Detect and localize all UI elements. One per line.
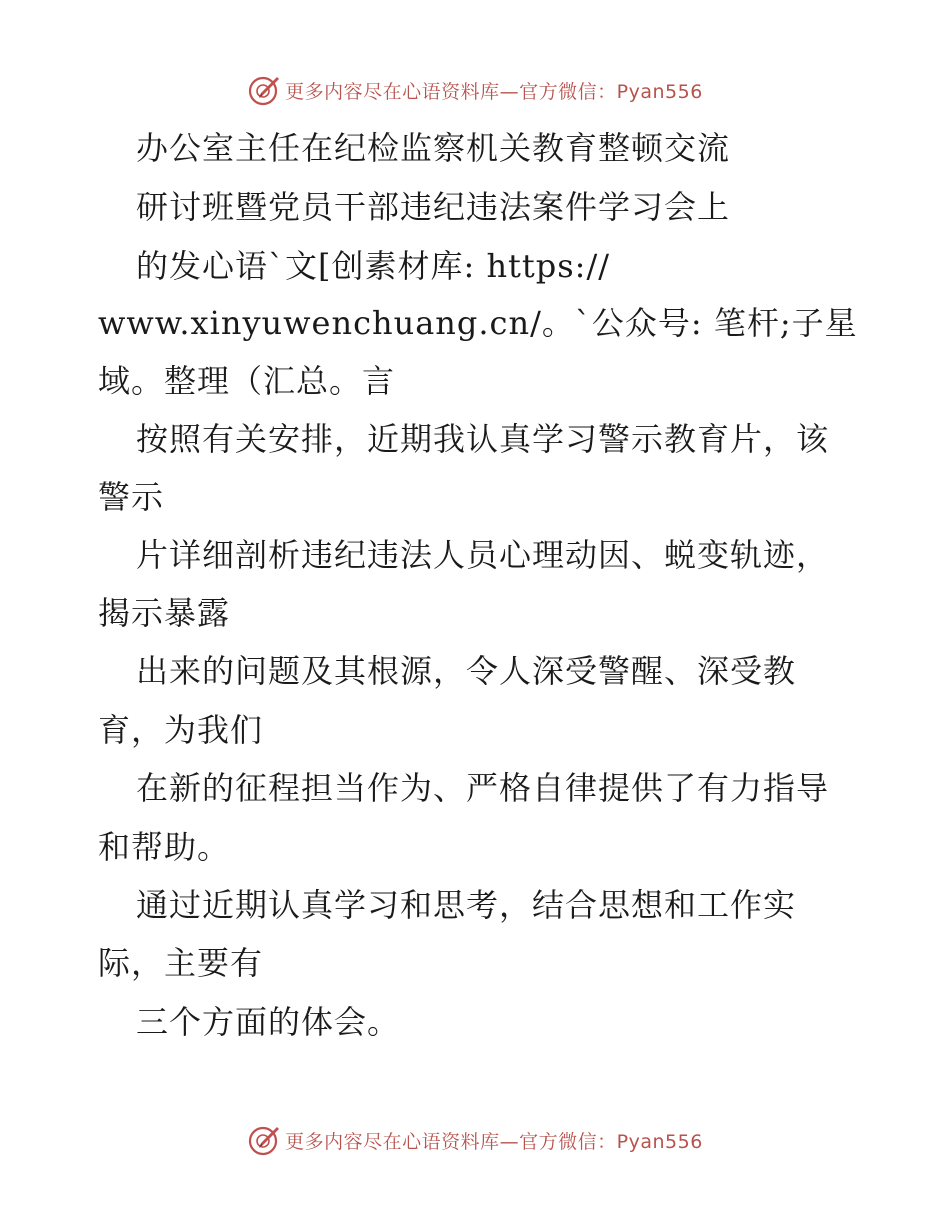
paragraph-line: 三个方面的体会。 <box>136 1003 401 1041</box>
paragraph-line: 警示 <box>98 478 165 516</box>
paragraph-line: 在新的征程担当作为、严格自律提供了有力指导 <box>136 769 830 807</box>
footer-banner <box>0 1120 950 1160</box>
paragraph-line: 出来的问题及其根源，令人深受警醒、深受教 <box>136 652 797 690</box>
paragraph-line: 通过近期认真学习和思考，结合思想和工作实 <box>136 886 797 924</box>
paragraph-line: 片详细剖析违纪违法人员心理动因、蜕变轨迹， <box>136 536 830 574</box>
title-line-3: 的发心语`文[创素材库: https:// <box>136 247 611 285</box>
paragraph-line: 际，主要有 <box>98 944 264 982</box>
paragraph-line: 和帮助。 <box>98 828 231 866</box>
brand-logo-icon <box>247 1123 281 1157</box>
paragraph-line: 按照有关安排，近期我认真学习警示教育片，该 <box>136 420 830 458</box>
title-line-2: 研讨班暨党员干部违纪违法案件学习会上 <box>136 188 731 226</box>
title-line-5: 域。整理（汇总。言 <box>98 362 396 400</box>
footer-banner-text: 更多内容尽在心语资料库—官方微信：Pyan556 <box>285 1130 703 1153</box>
header-banner-text: 更多内容尽在心语资料库—官方微信：Pyan556 <box>285 80 703 103</box>
paragraph-line: 揭示暴露 <box>98 594 231 632</box>
title-line-1: 办公室主任在纪检监察机关教育整顿交流 <box>136 129 731 167</box>
title-line-4: www.xinyuwenchuang.cn/。`公众号: 笔杆;子星 <box>98 304 858 342</box>
paragraph-line: 育，为我们 <box>98 711 264 749</box>
